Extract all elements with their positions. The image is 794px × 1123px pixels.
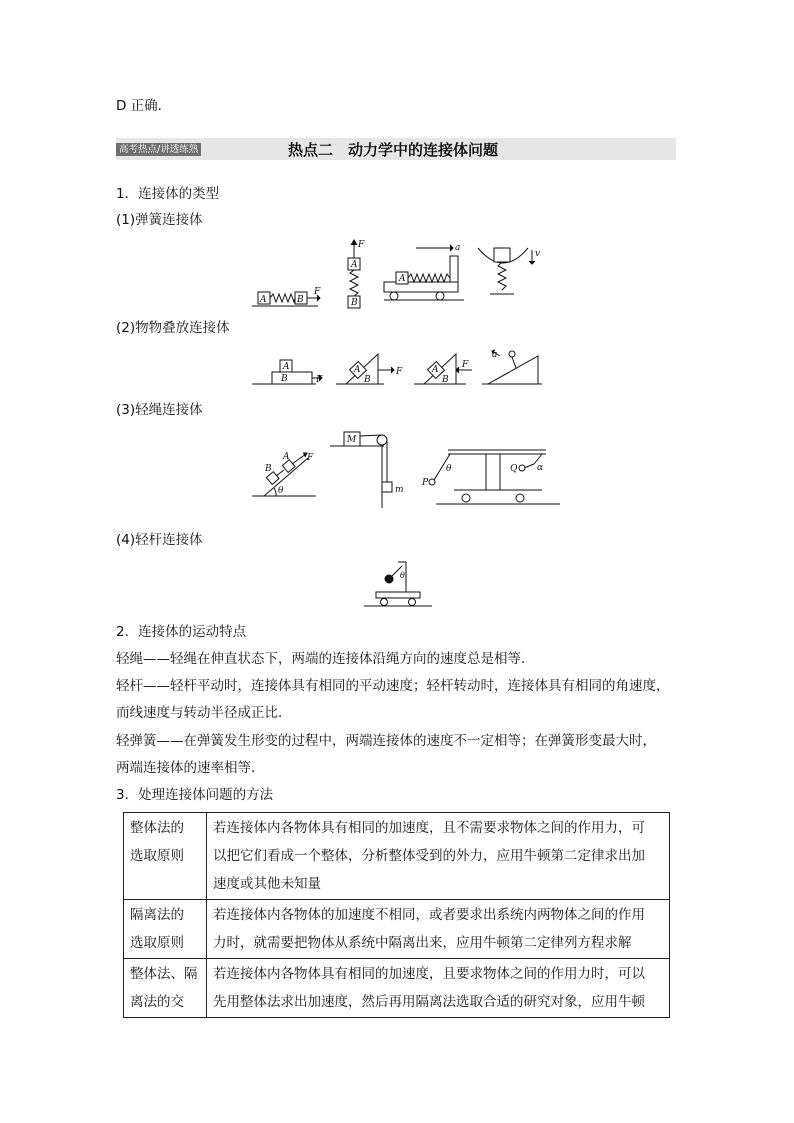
subheading-rod: (4)轻杆连接体 [116,532,203,548]
subheading-rope: (3)轻绳连接体 [116,402,203,418]
fig3-label-theta2: θ [446,464,452,474]
figure-rope-connectors [250,424,562,510]
banner-tag: 高考热点/讲透练熟 [116,143,201,156]
fig3-label-m: m [395,485,404,495]
fig3-label-A: A [283,452,290,462]
fig2-label-F2: F [396,367,403,377]
fig2-label-A3: A [432,365,439,375]
fig1-label-a: a [455,243,461,253]
fig2-label-B3: B [442,375,449,385]
figure-stacked-connectors [250,346,546,388]
para-rod-1: 轻杆——轻杆平动时，连接体具有相同的平动速度；轻杆转动时，连接体具有相同的角速度， [116,678,670,694]
fig2-label-a: a [492,350,498,360]
fig3-label-P: P [422,478,429,488]
figure-rod-connector [362,554,434,612]
row-head: 隔离法的 选取原则 [124,900,207,959]
fig3-label-F: F [307,453,314,463]
fig3-label-Q: Q [510,464,518,474]
fig2-label-A: A [283,362,290,372]
fig3-label-alpha: α [537,463,544,473]
fig3-label-M: M [347,435,357,445]
fig4-label-theta: θ [400,571,405,580]
para-spring-1: 轻弹簧——在弹簧发生形变的过程中，两端连接体的速度不一定相等；在弹簧形变最大时， [116,733,656,749]
para-rope: 轻绳——轻绳在伸直状态下，两端的连接体沿绳方向的速度总是相等． [116,651,535,667]
heading-motion: 2．连接体的运动特点 [116,624,247,640]
row-head: 整体法的 选取原则 [124,813,207,900]
fig2-label-F3: F [462,360,469,370]
fig2-label-A2: A [354,365,361,375]
table-row [124,959,670,1018]
fig1-label-B2: B [351,298,358,308]
subheading-stacked: (2)物物叠放连接体 [116,320,230,336]
fig1-label-A: A [260,295,267,305]
fig2-label-B: B [281,374,288,384]
fig1-label-v: v [535,249,541,259]
fig1-label-A2: A [351,260,358,270]
fig3-label-theta: θ [278,486,284,496]
table-row [124,813,670,900]
para-spring-2: 两端连接体的速率相等． [116,760,265,776]
top-line: D 正确． [116,98,172,114]
fig1-label-B: B [297,295,304,305]
table-row [124,900,670,959]
fig2-label-F: F [316,375,323,385]
fig1-label-A3: A [399,274,406,284]
row-content: 若连接体内各物体具有相同的加速度，且不需要求物体之间的作用力，可 以把它们看成一个整体，分析整体受到的外力，应用牛顿第二定律求出加 速度或其他未知量 [207,813,670,900]
row-content: 若连接体内各物体的加速度不相同，或者要求出系统内两物体之间的作用 力时，就需要把物体从系统中隔离出来，应用牛顿第二定律列方程求解 [207,900,670,959]
figure-spring-connectors [250,236,550,312]
fig2-label-B2: B [364,375,371,385]
row-head: 整体法、隔 离法的交 [124,959,207,1018]
methods-table [123,812,670,1018]
row-content: 若连接体内各物体具有相同的加速度，且要求物体之间的作用力时，可以 先用整体法求出加速度，然后再用隔离法选取合适的研究对象，应用牛顿 [207,959,670,1018]
fig1-label-F2: F [358,240,365,250]
subheading-spring: (1)弹簧连接体 [116,212,203,228]
para-rod-2: 而线速度与转动半径成正比． [116,705,292,721]
heading-methods: 3．处理连接体问题的方法 [116,787,274,803]
fig3-label-B: B [265,464,272,474]
section-title: 热点二 动力学中的连接体问题 [288,141,499,159]
fig1-label-F: F [314,287,321,297]
heading-types: 1．连接体的类型 [116,186,220,202]
